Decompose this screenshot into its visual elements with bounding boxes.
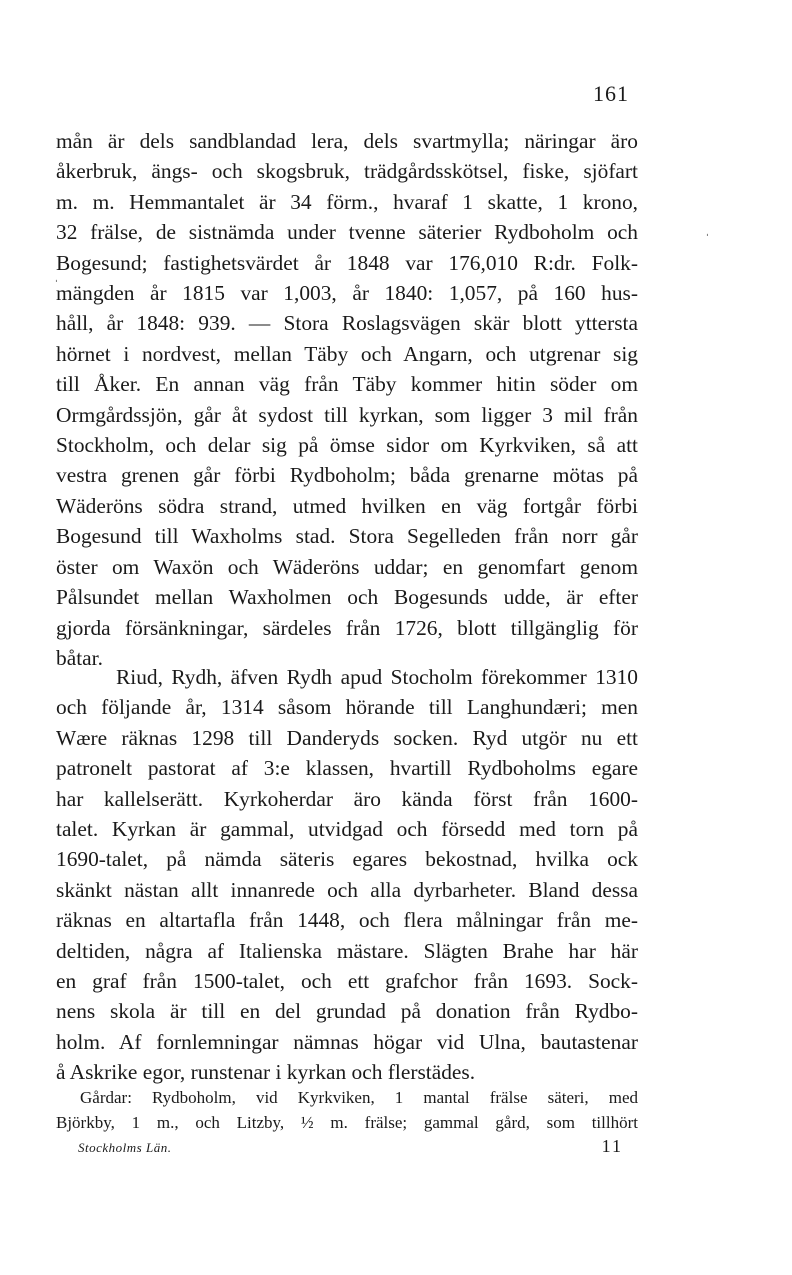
text-line: Wäderöns södra strand, utmed hvilken en väg fortgår förbi (56, 493, 638, 518)
margin-speck: ˌ (705, 222, 710, 237)
text-line: Pålsundet mellan Waxholmen och Bogesunds udde, är efter (56, 585, 638, 610)
text-line: skänkt nästan allt innanrede och alla dyrbarheter. Bland dessa (56, 877, 638, 902)
text-line: 1690-talet, på nämda säteris egares bekostnad, hvilka ock (56, 847, 638, 872)
text-line: vestra grenen går förbi Rydboholm; båda grenarne mötas på (56, 463, 638, 488)
text-line: nens skola är till en del grundad på donation från Rydbo- (56, 999, 638, 1024)
text-line: 32 frälse, de sistnämda under tvenne säterier Rydboholm och (56, 220, 638, 245)
text-line: Bogesund; fastighetsvärdet år 1848 var 176,010 R:dr. Folk- (56, 250, 638, 275)
footnote-line: Gårdar: Rydboholm, vid Kyrkviken, 1 mantal frälse säteri, med (80, 1088, 638, 1107)
text-line: Ormgårdssjön, går åt sydost till kyrkan, som ligger 3 mil från (56, 402, 638, 427)
text-line: har kallelserätt. Kyrkoherdar äro kända först från 1600- (56, 786, 638, 811)
text-line: gjorda försänkningar, särdeles från 1726, blott tillgänglig för (56, 615, 638, 640)
text-line: Stockholm, och delar sig på ömse sidor om Kyrkviken, så att (56, 433, 638, 458)
text-line: öster om Waxön och Wäderöns uddar; en genomfart genom (56, 554, 638, 579)
text-line: holm. Af fornlemningar nämnas högar vid Ulna, bautastenar (56, 1029, 638, 1054)
text-line: Wære räknas 1298 till Danderyds socken. Ryd utgör nu ett (56, 725, 638, 750)
signature-line (78, 1136, 623, 1157)
signature-mark: 11 (601, 1136, 623, 1156)
signature-label: Stockholms Län. (78, 1140, 172, 1155)
paragraph-2 (56, 662, 638, 1088)
margin-speck: ˌ (54, 268, 59, 283)
text-line: hörnet i nordvest, mellan Täby och Angarn, och utgrenar sig (56, 341, 638, 366)
text-line: båtar. (56, 645, 103, 670)
text-line: till Åker. En annan väg från Täby kommer hitin söder om (56, 372, 638, 397)
text-line: Bogesund till Waxholms stad. Stora Segelleden från norr går (56, 524, 638, 549)
text-line: räknas en altartafla från 1448, och flera målningar från me- (56, 908, 638, 933)
text-line: patronelt pastorat af 3:e klassen, hvartill Rydboholms egare (56, 756, 638, 781)
text-line: mån är dels sandblandad lera, dels svartmylla; näringar äro (56, 129, 638, 153)
text-line: Riud, Rydh, äfven Rydh apud Stocholm förekommer 1310 (116, 665, 638, 689)
text-line: en graf från 1500-talet, och ett grafchor från 1693. Sock- (56, 969, 638, 994)
text-line: talet. Kyrkan är gammal, utvidgad och försedd med torn på (56, 817, 638, 842)
footnote-line: Björkby, 1 m., och Litzby, ½ m. frälse; gammal gård, som tillhört (56, 1113, 638, 1132)
footnote (56, 1085, 638, 1135)
text-line: m. m. Hemmantalet är 34 förm., hvaraf 1 skatte, 1 krono, (56, 189, 638, 214)
text-line: deltiden, några af Italienska mästare. Slägten Brahe har här (56, 938, 638, 963)
text-line: åkerbruk, ängs- och skogsbruk, trädgårdsskötsel, fiske, sjöfart (56, 159, 638, 184)
text-line: och följande år, 1314 såsom hörande till Langhundæri; men (56, 695, 638, 720)
paragraph-1 (56, 126, 638, 673)
text-line: håll, år 1848: 939. — Stora Roslagsvägen skär blott yttersta (56, 311, 638, 336)
page-number: 161 (593, 81, 629, 106)
text-line: mängden år 1815 var 1,003, år 1840: 1,057, på 160 hus- (56, 281, 638, 306)
text-line: å Askrike egor, runstenar i kyrkan och flerstädes. (56, 1060, 476, 1085)
